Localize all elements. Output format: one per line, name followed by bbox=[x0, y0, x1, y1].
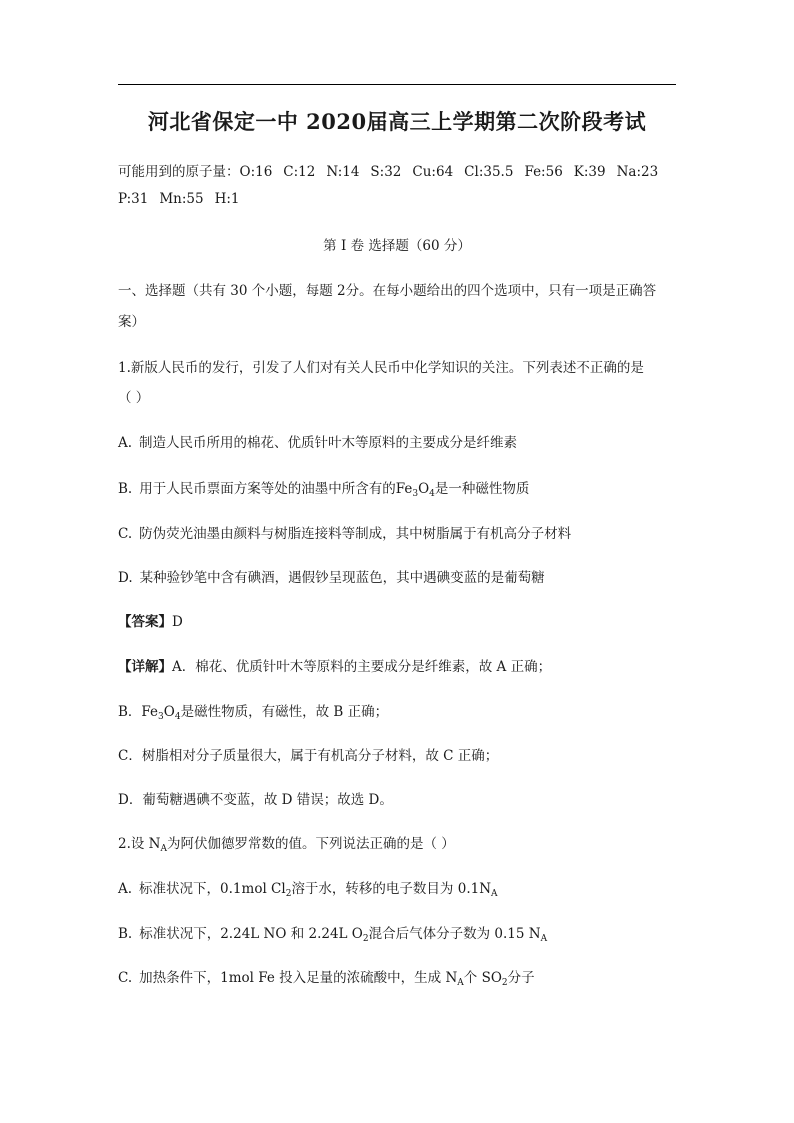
explain-text: A．棉花、优质针叶木等原料的主要成分是纤维素，故 A 正确； bbox=[172, 659, 552, 675]
option-letter: B. bbox=[118, 926, 133, 942]
atomic-mass: S:32 bbox=[370, 164, 402, 180]
option-letter: A. bbox=[118, 881, 133, 897]
page-title: 河北省保定一中 2020届高三上学期第二次阶段考试 bbox=[147, 109, 647, 134]
part-heading-cont: 案） bbox=[118, 314, 145, 330]
q1-stem-bracket: （ ） bbox=[118, 390, 150, 406]
option-text: 是一种磁性物质 bbox=[434, 481, 530, 497]
q1-explain-b bbox=[118, 700, 388, 720]
atomic-mass: K:39 bbox=[573, 164, 606, 180]
atomic-mass-label: 可能用到的原子量： bbox=[118, 164, 240, 180]
part-heading: 一、选择题（共有 30 个小题，每题 2分。在每小题给出的四个选项中，只有一项是正确答 bbox=[118, 283, 657, 299]
q2-option-c: C. 加热条件下，1mol Fe 投入足量的浓硫酸中，生成 $N_A$个 $SO_2$分子 bbox=[118, 970, 535, 988]
atomic-mass: Mn:55 bbox=[159, 191, 204, 207]
q1-explain-c: C．树脂相对分子质量很大，属于有机高分子材料，故 C 正确； bbox=[118, 748, 499, 764]
atomic-mass-line-2 bbox=[118, 191, 251, 207]
answer-label: 【答案】 bbox=[118, 614, 172, 630]
q1-explain-d: D．葡萄糖遇碘不变蓝，故 D 错误；故选 D。 bbox=[118, 792, 393, 808]
atomic-mass: C:12 bbox=[283, 164, 316, 180]
atomic-mass: P:31 bbox=[118, 191, 149, 207]
q1-stem: 1.新版人民币的发行，引发了人们对有关人民币中化学知识的关注。下列表述不正确的是 bbox=[118, 360, 644, 376]
atomic-mass: Cl:35.5 bbox=[464, 164, 514, 180]
option-letter: C. bbox=[118, 970, 133, 986]
option-letter: C. bbox=[118, 526, 133, 542]
formula-fe3o4: $Fe_3O_4$ bbox=[141, 704, 181, 722]
q2-stem: 2.设 $N_A$为阿伏伽德罗常数的值。下列说法正确的是（ ） bbox=[118, 836, 455, 854]
atomic-mass: N:14 bbox=[326, 164, 360, 180]
explain-text: B． bbox=[118, 704, 142, 720]
atomic-mass: Cu:64 bbox=[412, 164, 454, 180]
option-text: 用于人民币票面方案等处的油墨中所含有的 bbox=[139, 481, 396, 497]
top-rule bbox=[118, 84, 676, 85]
q1-option-a bbox=[118, 431, 517, 451]
q2-option-a: A. 标准状况下，0.1mol $Cl_2$溶于水，转移的电子数目为 $0.1N_A$ bbox=[118, 881, 498, 899]
q1-option-d bbox=[118, 566, 545, 586]
atomic-mass: Na:23 bbox=[616, 164, 659, 180]
atomic-mass: H:1 bbox=[214, 191, 240, 207]
option-text: 制造人民币所用的棉花、优质针叶木等原料的主要成分是纤维素 bbox=[139, 435, 518, 451]
option-text: 某种验钞笔中含有碘酒，遇假钞呈现蓝色，其中遇碘变蓝的是葡萄糖 bbox=[139, 570, 545, 586]
q2-option-b: B. 标准状况下，2.24L NO 和 2.24L $O_2$混合后气体分子数为 0.15 $N_A$ bbox=[118, 926, 548, 944]
q1-option-c bbox=[118, 522, 571, 542]
option-text: 防伪荧光油墨由颜料与树脂连接料等制成，其中树脂属于有机高分子材料 bbox=[139, 526, 572, 542]
formula-fe3o4: $Fe_3O_4$ bbox=[395, 481, 435, 499]
atomic-mass: O:16 bbox=[239, 164, 273, 180]
atomic-mass: Fe:56 bbox=[524, 164, 563, 180]
atomic-mass-line-1 bbox=[118, 160, 669, 180]
explain-text: 是磁性物质，有磁性，故 B 正确； bbox=[180, 704, 389, 720]
section-title: 第 I 卷 选择题（60 分） bbox=[323, 238, 471, 254]
q1-option-b bbox=[118, 477, 529, 497]
option-letter: A. bbox=[118, 435, 133, 451]
q1-answer bbox=[118, 610, 183, 630]
option-letter: D. bbox=[118, 570, 133, 586]
q1-explain-a bbox=[118, 655, 551, 675]
answer-value: D bbox=[172, 614, 183, 630]
explain-label: 【详解】 bbox=[118, 659, 172, 675]
option-letter: B. bbox=[118, 481, 133, 497]
